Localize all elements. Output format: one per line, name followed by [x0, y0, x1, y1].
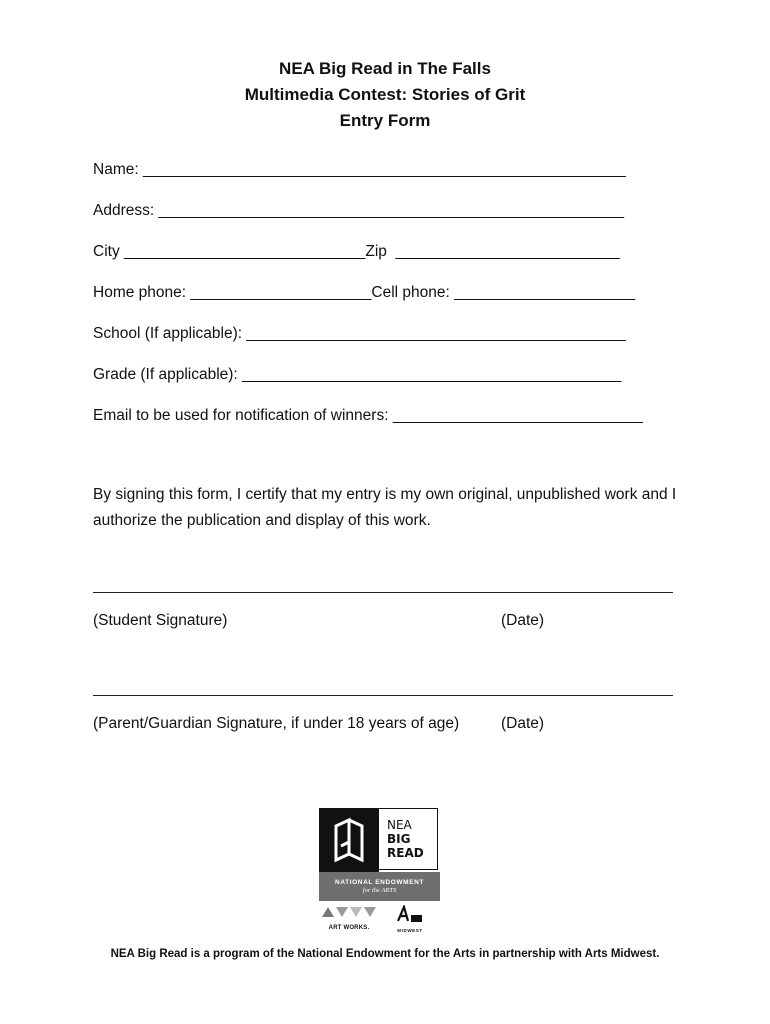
logo-band-line-1: NATIONAL ENDOWMENT [335, 879, 424, 886]
email-field[interactable]: Email to be used for notification of winners: _____________________________ [93, 407, 643, 424]
student-signature-label: (Student Signature) [93, 612, 228, 629]
grade-field[interactable]: Grade (If applicable): ____________________________________________ [93, 366, 622, 383]
phone-fields[interactable]: Home phone: _____________________Cell phone: _____________________ [93, 284, 636, 301]
arts-midwest-mark-icon [392, 905, 428, 923]
footer-note: NEA Big Read is a program of the National Endowment for the Arts in partnership with Arts Midwest. [110, 948, 660, 960]
art-works-text: ART WORKS. [328, 925, 370, 931]
arts-midwest-text: MIDWEST [397, 928, 423, 933]
parent-signature-line[interactable] [93, 695, 673, 696]
title-line-1: NEA Big Read in The Falls [279, 59, 491, 78]
logo-word-read: READ [387, 846, 424, 860]
logo-band-line-2: for the ARTS [362, 887, 397, 894]
triangles-icon [322, 905, 376, 919]
form-title [0, 56, 770, 134]
logo-band [319, 872, 440, 901]
student-signature-line[interactable] [93, 592, 673, 593]
student-date-label: (Date) [501, 612, 545, 629]
parent-date-label: (Date) [501, 715, 545, 732]
title-line-3: Entry Form [339, 111, 431, 130]
city-zip-field[interactable]: City ____________________________Zip __________________________ [93, 243, 620, 260]
form-fields [93, 160, 683, 447]
title-line-2: Multimedia Contest: Stories of Grit [244, 85, 526, 104]
book-icon [319, 808, 379, 872]
logo-word-big: BIG [387, 832, 411, 846]
art-works-logo [322, 905, 376, 931]
certification-statement: By signing this form, I certify that my entry is my own original, unpublished work and I authorize the publication and display of this work. [93, 486, 677, 529]
address-field[interactable]: Address: ______________________________________________________ [93, 202, 624, 219]
parent-signature-label: (Parent/Guardian Signature, if under 18 years of age) [93, 715, 460, 732]
logo-word-nea: NEA [387, 818, 412, 832]
name-field[interactable]: Name: ________________________________________________________ [93, 161, 626, 178]
arts-midwest-logo [392, 905, 428, 931]
nea-big-read-logo [319, 808, 440, 901]
school-field[interactable]: School (If applicable): ____________________________________________ [93, 325, 626, 342]
